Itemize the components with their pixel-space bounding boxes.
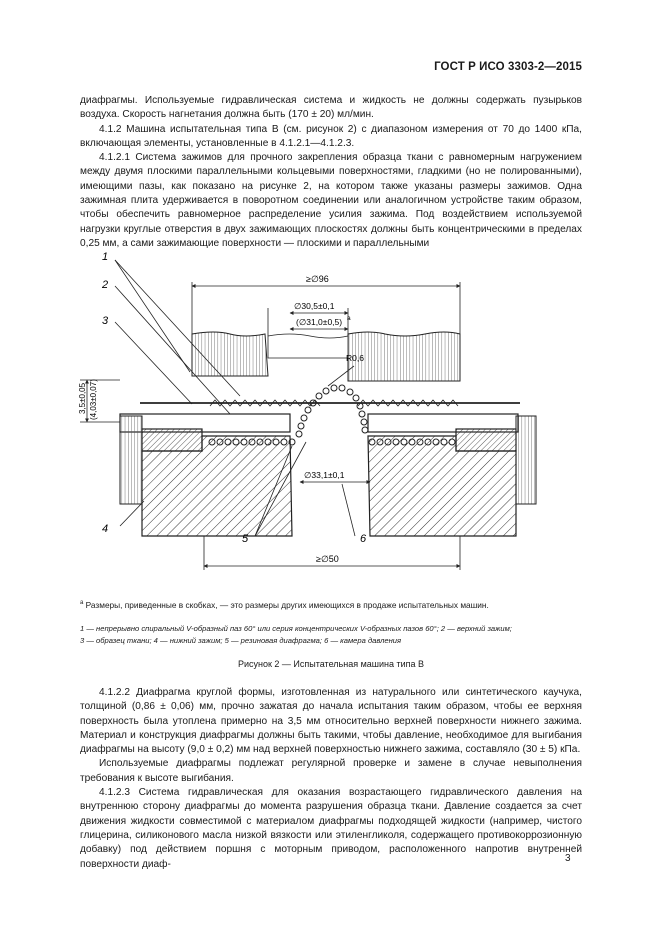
label-6: 6 xyxy=(360,533,367,545)
dim-vertical-1: 3,5±0,05 xyxy=(78,382,87,414)
lower-ring-right xyxy=(456,429,516,451)
footnote-mark: a xyxy=(80,600,84,606)
upper-clamp-center xyxy=(268,334,348,358)
diaphragm-bulge xyxy=(296,385,368,437)
label-1: 1 xyxy=(102,251,109,263)
figure-legend xyxy=(80,623,582,647)
label-2: 2 xyxy=(102,279,109,291)
figure-2-diagram xyxy=(80,246,580,591)
outer-rim-right xyxy=(516,416,536,504)
outer-rim-left xyxy=(120,416,142,504)
page-number: 3 xyxy=(565,853,571,864)
dim-radius: R0,6 xyxy=(346,353,364,363)
upper-clamp-left xyxy=(192,332,268,376)
legend-line: 3 — образец ткани; 4 — нижний зажим; 5 — резиновая диафрагма; 6 — камера давления xyxy=(80,636,402,645)
dim-top-96: ≥∅96 xyxy=(306,274,329,284)
dim-50: ≥∅50 xyxy=(316,554,339,564)
label-5: 5 xyxy=(242,533,249,545)
paragraph: 4.1.2.3 Система гидравлическая для оказания возрастающего гидравлического давления на внутреннюю сторону диафрагмы до момента разрушения образца ткани. Давление создается за счет движения жидкости совместимой с материалом диафрагмы подходящей жидкости (например, чистого глицерина, силиконового масла низкой вязкости или этиленгликоля, содержащего противокоррозионную добавку) под действием поршня с моторным приводом, расположенного напротив внутренней поверхности диаф- xyxy=(80,787,582,870)
figure-caption: Рисунок 2 — Испытательная машина типа B xyxy=(237,659,425,669)
paragraph: 4.1.2.1 Система зажимов для прочного закрепления образца ткани с равномерным нагружением между двумя плоскими параллельными кольцевыми поверхностями, гладкими (но не полированными), имеющими пазы, как показано на рисунке 2, на котором также указаны размеры зажимов. Одна зажимная плита удерживается в поворотном соединении или аналогичном устройстве таким образом, чтобы обеспечить равномерное распределение усилия зажима. Под воздействием используемой нагрузки круглые отверстия в двух зажимающих плоскостях должны быть концентрическими в пределах 0,25 мм, а сами зажимающие поверхности — плоскими и параллельными xyxy=(80,152,582,249)
dim-vertical-2: (4,03±0,07) xyxy=(89,379,98,420)
label-3: 3 xyxy=(102,315,109,327)
paragraph: 4.1.2 Машина испытательная типа B (см. рисунок 2) с диапазоном измерения от 70 до 1400 кПа, включающая элементы, установленные в 4.1.2.1—4.1.2.3. xyxy=(80,123,582,149)
figure-footnote xyxy=(80,597,582,611)
top-text-block xyxy=(80,94,582,251)
lower-clamp-left xyxy=(142,436,292,536)
document-header: ГОСТ Р ИСО 3303-2—2015 xyxy=(434,61,582,73)
upper-clamp-right xyxy=(348,332,460,381)
label-4: 4 xyxy=(102,523,109,535)
dim-30-5: ∅30,5±0,1 xyxy=(294,301,335,311)
bottom-text-block xyxy=(80,686,582,872)
paragraph: диафрагмы. Используемые гидравлическая система и жидкость не должны содержать пузырьков воздуха. Скорость нагнетания должна быть (170 ± 20) мл/мин. xyxy=(80,95,582,121)
paragraph: Используемые диафрагмы подлежат регулярной проверке и замене в случае невыполнения требования к высоте выгибания. xyxy=(80,758,582,784)
paragraph: 4.1.2.2 Диафрагма круглой формы, изготовленная из натурального или синтетического каучука, толщиной (0,86 ± 0,06) мм, прочно зажатая до начала испытания таким образом, чтобы ее верхняя поверхность была утоплена примерно на 3,5 мм относительно верхней поверхности нижнего зажима. Материал и конструкция диафрагмы должны быть такими, чтобы давление, необходимое для выгибания диафрагмы на высоту (9,0 ± 0,2) мм над верхней поверхностью нижнего зажима, составляло (30 ± 5) кПа. xyxy=(80,687,582,756)
dim-33-1: ∅33,1±0,1 xyxy=(304,470,345,480)
dim-31-0-sup: a xyxy=(347,315,351,322)
dim-31-0: (∅31,0±0,5) xyxy=(296,317,343,327)
lower-clamp-right xyxy=(368,436,516,536)
lower-ring-left xyxy=(142,429,202,451)
legend-line: 1 — непрерывно спиральный V-образный паз 60° или серия концентрических V-образных пазов 60°; 2 — верхний зажим; xyxy=(80,624,512,633)
footnote-text: Размеры, приведенные в скобках, — это размеры других имеющихся в продаже испытательных машин. xyxy=(85,599,489,610)
